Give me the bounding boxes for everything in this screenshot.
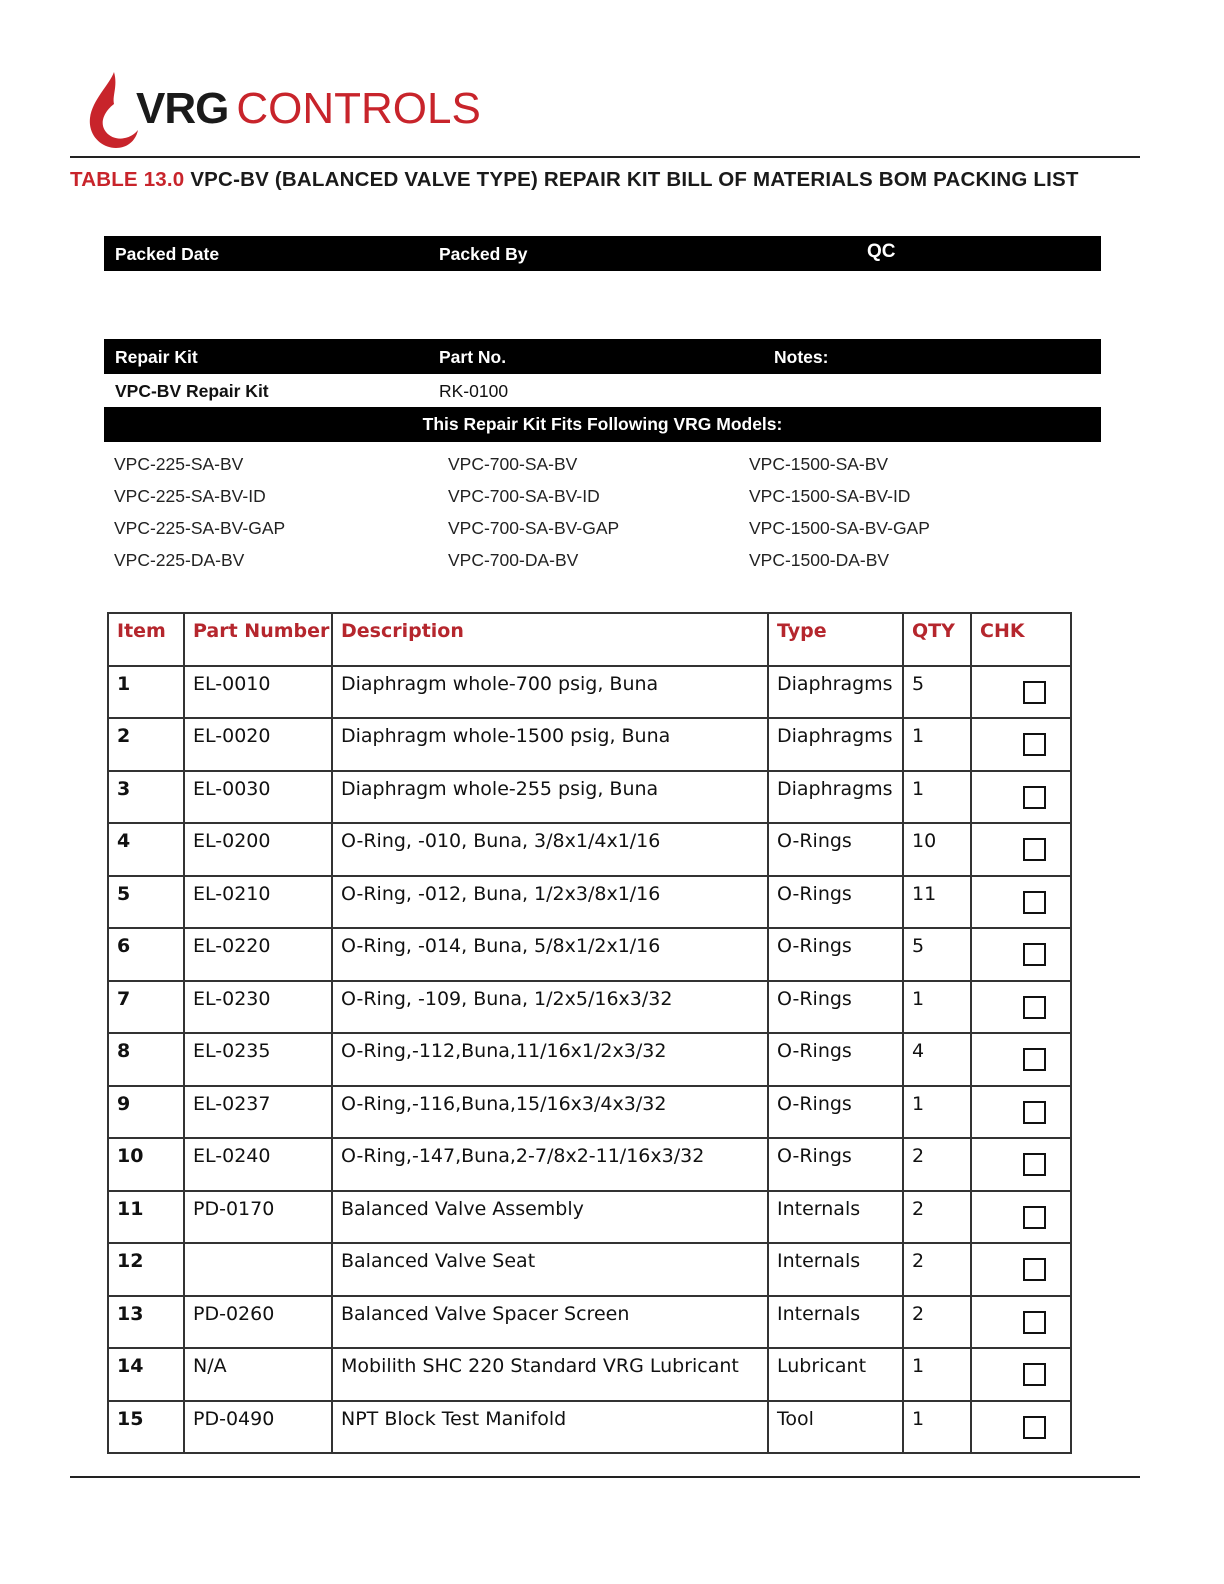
repair-kit-row: [104, 376, 1101, 406]
cell-part-number: EL-0240: [184, 1138, 332, 1191]
cell-qty: 4: [903, 1033, 971, 1086]
cell-description: O-Ring, -010, Buna, 3/8x1/4x1/16: [332, 823, 768, 876]
checkbox[interactable]: [1023, 1363, 1046, 1386]
cell-description: O-Ring,-116,Buna,15/16x3/4x3/32: [332, 1086, 768, 1139]
table-row: [108, 1296, 1071, 1349]
col-header-item: Item: [108, 613, 184, 666]
cell-chk: [971, 1243, 1071, 1296]
cell-part-number: PD-0490: [184, 1401, 332, 1454]
cell-type: O-Rings: [768, 981, 903, 1034]
table-title-text: VPC-BV (BALANCED VALVE TYPE) REPAIR KIT BILL OF MATERIALS BOM PACKING LIST: [190, 168, 1079, 191]
cell-type: Internals: [768, 1191, 903, 1244]
cell-chk: [971, 1401, 1071, 1454]
model-item: VPC-1500-SA-BV-ID: [749, 486, 911, 506]
logo-vrg-text: VRG: [136, 84, 229, 133]
cell-item: 3: [108, 771, 184, 824]
cell-item: 12: [108, 1243, 184, 1296]
cell-qty: 2: [903, 1138, 971, 1191]
cell-chk: [971, 981, 1071, 1034]
notes-label: Notes:: [774, 347, 829, 367]
cell-qty: 5: [903, 666, 971, 719]
repair-kit-part-no: RK-0100: [439, 381, 509, 401]
cell-type: Internals: [768, 1296, 903, 1349]
repair-kit-label: Repair Kit: [115, 347, 198, 367]
cell-type: O-Rings: [768, 928, 903, 981]
cell-description: O-Ring,-112,Buna,11/16x1/2x3/32: [332, 1033, 768, 1086]
model-item: VPC-225-SA-BV-ID: [114, 486, 266, 506]
table-row: [108, 1348, 1071, 1401]
cell-description: Diaphragm whole-700 psig, Buna: [332, 666, 768, 719]
repair-kit-header: [104, 339, 1101, 374]
qc-label: QC: [867, 241, 896, 262]
cell-description: Diaphragm whole-1500 psig, Buna: [332, 718, 768, 771]
cell-chk: [971, 823, 1071, 876]
model-item: VPC-225-SA-BV: [114, 454, 244, 474]
cell-chk: [971, 876, 1071, 929]
model-item: VPC-1500-SA-BV-GAP: [749, 518, 930, 538]
checkbox[interactable]: [1023, 786, 1046, 809]
cell-part-number: EL-0235: [184, 1033, 332, 1086]
checkbox[interactable]: [1023, 1258, 1046, 1281]
logo-controls-text: CONTROLS: [236, 84, 481, 133]
model-item: VPC-700-SA-BV-ID: [448, 486, 600, 506]
model-item: VPC-225-DA-BV: [114, 550, 245, 570]
cell-qty: 1: [903, 1348, 971, 1401]
cell-item: 7: [108, 981, 184, 1034]
cell-type: Internals: [768, 1243, 903, 1296]
table-row: [108, 1033, 1071, 1086]
col-header-type: Type: [768, 613, 903, 666]
cell-qty: 11: [903, 876, 971, 929]
cell-item: 5: [108, 876, 184, 929]
col-header-chk: CHK: [971, 613, 1071, 666]
cell-part-number: PD-0260: [184, 1296, 332, 1349]
table-row: [108, 771, 1071, 824]
cell-item: 8: [108, 1033, 184, 1086]
checkbox[interactable]: [1023, 1206, 1046, 1229]
table-row: [108, 1086, 1071, 1139]
cell-qty: 1: [903, 1086, 971, 1139]
packed-by-label: Packed By: [439, 244, 528, 264]
cell-description: Balanced Valve Spacer Screen: [332, 1296, 768, 1349]
cell-item: 15: [108, 1401, 184, 1454]
bom-body: [108, 666, 1071, 1454]
cell-type: O-Rings: [768, 876, 903, 929]
footer-divider: [70, 1476, 1140, 1478]
cell-chk: [971, 928, 1071, 981]
fits-models-header: [104, 407, 1101, 442]
cell-description: Diaphragm whole-255 psig, Buna: [332, 771, 768, 824]
cell-item: 9: [108, 1086, 184, 1139]
table-row: [108, 1138, 1071, 1191]
cell-part-number: EL-0220: [184, 928, 332, 981]
cell-type: O-Rings: [768, 823, 903, 876]
cell-description: O-Ring, -012, Buna, 1/2x3/8x1/16: [332, 876, 768, 929]
cell-part-number: [184, 1243, 332, 1296]
packed-date-label: Packed Date: [115, 244, 220, 264]
cell-description: O-Ring, -014, Buna, 5/8x1/2x1/16: [332, 928, 768, 981]
cell-type: Tool: [768, 1401, 903, 1454]
table-row: [108, 823, 1071, 876]
page-title: [70, 168, 1079, 192]
bom-table: [107, 612, 1072, 1454]
cell-item: 14: [108, 1348, 184, 1401]
model-item: VPC-1500-SA-BV: [749, 454, 889, 474]
cell-type: Lubricant: [768, 1348, 903, 1401]
cell-qty: 1: [903, 771, 971, 824]
fits-models-title: This Repair Kit Fits Following VRG Models:: [422, 414, 783, 434]
cell-description: O-Ring,-147,Buna,2-7/8x2-11/16x3/32: [332, 1138, 768, 1191]
cell-chk: [971, 1296, 1071, 1349]
checkbox[interactable]: [1023, 681, 1046, 704]
table-row: [108, 928, 1071, 981]
checkbox[interactable]: [1023, 733, 1046, 756]
cell-type: Diaphragms: [768, 771, 903, 824]
cell-qty: 10: [903, 823, 971, 876]
flame-drop-icon: [84, 70, 140, 150]
model-item: VPC-700-DA-BV: [448, 550, 579, 570]
cell-item: 6: [108, 928, 184, 981]
cell-chk: [971, 718, 1071, 771]
table-number: TABLE 13.0: [70, 168, 185, 191]
cell-item: 11: [108, 1191, 184, 1244]
cell-description: Mobilith SHC 220 Standard VRG Lubricant: [332, 1348, 768, 1401]
cell-item: 1: [108, 666, 184, 719]
cell-chk: [971, 1348, 1071, 1401]
cell-chk: [971, 1191, 1071, 1244]
cell-item: 2: [108, 718, 184, 771]
model-item: VPC-1500-DA-BV: [749, 550, 890, 570]
cell-part-number: EL-0200: [184, 823, 332, 876]
cell-qty: 2: [903, 1191, 971, 1244]
cell-type: O-Rings: [768, 1138, 903, 1191]
table-row: [108, 1243, 1071, 1296]
checkbox[interactable]: [1023, 891, 1046, 914]
vrg-controls-logo: [84, 70, 481, 150]
cell-description: O-Ring, -109, Buna, 1/2x5/16x3/32: [332, 981, 768, 1034]
cell-item: 13: [108, 1296, 184, 1349]
checkbox[interactable]: [1023, 943, 1046, 966]
checkbox[interactable]: [1023, 1101, 1046, 1124]
table-row: [108, 718, 1071, 771]
cell-part-number: EL-0210: [184, 876, 332, 929]
cell-item: 4: [108, 823, 184, 876]
cell-type: O-Rings: [768, 1033, 903, 1086]
cell-item: 10: [108, 1138, 184, 1191]
checkbox[interactable]: [1023, 1153, 1046, 1176]
table-row: [108, 981, 1071, 1034]
cell-qty: 5: [903, 928, 971, 981]
col-header-description: Description: [332, 613, 768, 666]
cell-chk: [971, 1033, 1071, 1086]
table-row: [108, 1191, 1071, 1244]
cell-description: Balanced Valve Seat: [332, 1243, 768, 1296]
repair-kit-name: VPC-BV Repair Kit: [115, 381, 269, 401]
checkbox[interactable]: [1023, 996, 1046, 1019]
cell-part-number: N/A: [184, 1348, 332, 1401]
cell-type: Diaphragms: [768, 718, 903, 771]
part-no-label: Part No.: [439, 347, 507, 367]
checkbox[interactable]: [1023, 838, 1046, 861]
cell-type: O-Rings: [768, 1086, 903, 1139]
cell-part-number: PD-0170: [184, 1191, 332, 1244]
cell-chk: [971, 666, 1071, 719]
cell-qty: 1: [903, 1401, 971, 1454]
header-divider: [70, 156, 1140, 158]
cell-qty: 1: [903, 718, 971, 771]
bom-header-row: [108, 613, 1071, 666]
cell-qty: 2: [903, 1296, 971, 1349]
cell-chk: [971, 1138, 1071, 1191]
table-row: [108, 666, 1071, 719]
cell-part-number: EL-0030: [184, 771, 332, 824]
cell-chk: [971, 771, 1071, 824]
cell-part-number: EL-0230: [184, 981, 332, 1034]
col-header-part-number: Part Number: [184, 613, 332, 666]
checkbox[interactable]: [1023, 1416, 1046, 1439]
cell-qty: 2: [903, 1243, 971, 1296]
table-row: [108, 1401, 1071, 1454]
model-item: VPC-700-SA-BV-GAP: [448, 518, 620, 538]
col-header-qty: QTY: [903, 613, 971, 666]
checkbox[interactable]: [1023, 1048, 1046, 1071]
cell-part-number: EL-0010: [184, 666, 332, 719]
cell-qty: 1: [903, 981, 971, 1034]
checkbox[interactable]: [1023, 1311, 1046, 1334]
cell-description: NPT Block Test Manifold: [332, 1401, 768, 1454]
table-row: [108, 876, 1071, 929]
model-item: VPC-700-SA-BV: [448, 454, 578, 474]
model-item: VPC-225-SA-BV-GAP: [114, 518, 286, 538]
cell-part-number: EL-0020: [184, 718, 332, 771]
cell-description: Balanced Valve Assembly: [332, 1191, 768, 1244]
cell-part-number: EL-0237: [184, 1086, 332, 1139]
cell-type: Diaphragms: [768, 666, 903, 719]
cell-chk: [971, 1086, 1071, 1139]
packing-info-bar: [104, 236, 1101, 271]
